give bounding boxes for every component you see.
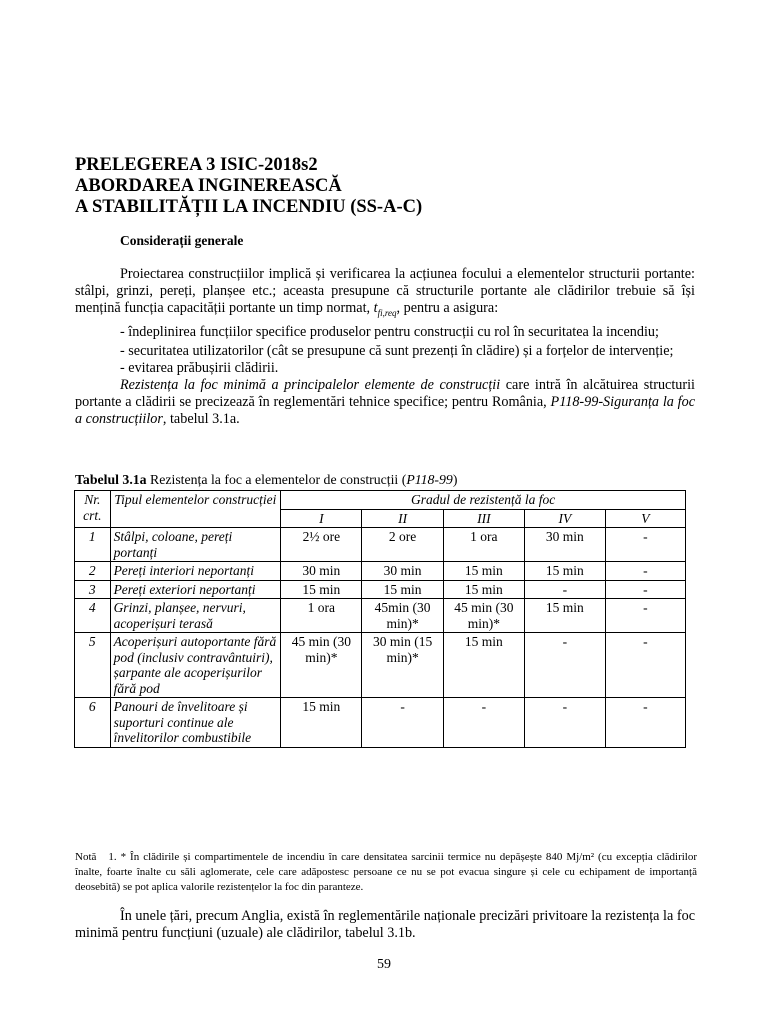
resistance-value-cell: - [605, 580, 685, 599]
resistance-value-cell: - [605, 633, 685, 698]
resistance-value-cell: 1 ora [443, 528, 524, 562]
resistance-value-cell: 15 min [281, 580, 362, 599]
element-type-cell: Pereți exteriori neportanți [110, 580, 281, 599]
symbol-t-fi-req: $t_{fi,req}$ [373, 300, 397, 318]
resistance-value-cell: 2 ore [362, 528, 443, 562]
closing-text [75, 908, 695, 942]
resistance-value-cell: 45 min (30 min)* [443, 599, 524, 633]
resistance-value-cell: 15 min [362, 580, 443, 599]
regulation-reference: P118-99-Siguranța la foc a construcțiilor [75, 393, 696, 427]
table-row [75, 698, 686, 748]
intro-text [75, 266, 695, 428]
resistance-value-cell: 1 ora [281, 599, 362, 633]
resistance-value-cell: 30 min [524, 528, 605, 562]
bullet-3: - evitarea prăbușirii clădirii. [120, 359, 279, 376]
fire-resistance-paragraph: Rezistența la foc minimă a principalelor elemente de construcții care intră în alcătuirea structurii portante a clădirii se precizează în reglementări tehnice specifice; pentru România, P118-99-Siguranța la foc a construcțiilor, tabelul 3.1a. [75, 376, 696, 427]
heading-line-2: ABORDAREA INGINEREASCĂ [75, 176, 342, 196]
grade-header: III [443, 509, 524, 528]
table-row [75, 599, 686, 633]
section-title: Considerații generale [120, 233, 244, 248]
row-number: 4 [75, 599, 111, 633]
resistance-value-cell: 15 min [443, 580, 524, 599]
grade-header: V [605, 509, 685, 528]
page-number: 59 [377, 957, 391, 972]
resistance-value-cell: - [524, 633, 605, 698]
bullet-2: - securitatea utilizatorilor (cât se presupune că sunt prezenți în clădire) și a forțelor de intervenție; [120, 342, 674, 359]
row-number: 3 [75, 580, 111, 599]
fire-resistance-table [74, 490, 686, 748]
resistance-value-cell: 15 min [443, 633, 524, 698]
resistance-value-cell: 15 min [524, 562, 605, 581]
resistance-value-cell: 15 min [443, 562, 524, 581]
table-row [75, 580, 686, 599]
element-type-cell: Stâlpi, coloane, pereți portanți [110, 528, 281, 562]
intro-paragraph: Proiectarea construcțiilor implică și verificarea la acțiunea focului a elementelor structurii portante: stâlpi, grinzi, pereți, planșee etc.; aceasta presupune că structurile portante ale clădirilor trebuie să își mențină funcția capacității portante un timp normat, $t_{fi,req}$, pentru a asigura: [75, 266, 695, 318]
lecture-title: PRELEGEREA 3 ISIC-2018s2 [75, 155, 318, 175]
resistance-value-cell: - [605, 562, 685, 581]
resistance-value-cell: 30 min (15 min)* [362, 633, 443, 698]
resistance-value-cell: 30 min [281, 562, 362, 581]
resistance-value-cell: 30 min [362, 562, 443, 581]
element-type-cell: Pereți interiori neportanți [110, 562, 281, 581]
resistance-value-cell: - [605, 528, 685, 562]
table-row [75, 528, 686, 562]
element-type-cell: Grinzi, planșee, nervuri, acoperișuri terasă [110, 599, 281, 633]
bullet-1: - îndeplinirea funcțiilor specifice produselor pentru construcții cu rol în securitatea la incendiu; [120, 323, 659, 340]
resistance-value-cell: 45 min (30 min)* [281, 633, 362, 698]
header-nr: Nr. crt. [75, 491, 111, 528]
resistance-value-cell: - [524, 698, 605, 748]
heading-line-3: A STABILITĂȚII LA INCENDIU (SS-A-C) [75, 197, 423, 217]
resistance-value-cell: 45min (30 min)* [362, 599, 443, 633]
resistance-value-cell: 15 min [524, 599, 605, 633]
header-fire-grade: Gradul de rezistență la foc [281, 491, 686, 510]
resistance-value-cell: - [605, 698, 685, 748]
grade-header: IV [524, 509, 605, 528]
resistance-value-cell: - [524, 580, 605, 599]
row-number: 2 [75, 562, 111, 581]
table-caption: Tabelul 3.1a Rezistența la foc a elementelor de construcții (P118-99) [75, 472, 458, 487]
table-row [75, 562, 686, 581]
element-type-cell: Panouri de învelitoare și suporturi continue ale învelitorilor combustibile [110, 698, 281, 748]
row-number: 5 [75, 633, 111, 698]
table-note: Notă 1. * În clădirile și compartimentele de incendiu în care densitatea sarcinii termice nu depășește 840 Mj/m² (cu excepția clădirilor înalte, foarte înalte cu săli aglomerate, cele care adăpostesc persoane ce nu se pot evacua singure și cele cu echipament de importanță deosebită) se pot aplica valorile rezistențelor la foc din paranteze. [75, 851, 698, 893]
table-row [75, 633, 686, 698]
resistance-value-cell: - [605, 599, 685, 633]
resistance-value-cell: - [443, 698, 524, 748]
resistance-value-cell: - [362, 698, 443, 748]
resistance-value-cell: 2½ ore [281, 528, 362, 562]
grade-header: II [362, 509, 443, 528]
resistance-value-cell: 15 min [281, 698, 362, 748]
row-number: 1 [75, 528, 111, 562]
closing-paragraph: În unele țări, precum Anglia, există în reglementările naționale precizări privitoare la rezistența la foc minimă pentru funcțiuni (uzuale) ale clădirilor, tabelul 3.1b. [75, 908, 695, 941]
row-number: 6 [75, 698, 111, 748]
grade-header: I [281, 509, 362, 528]
header-element-type: Tipul elementelor construcției [110, 491, 281, 528]
element-type-cell: Acoperișuri autoportante fără pod (inclusiv contravântuiri), șarpante ale acoperișurilor fără pod [110, 633, 281, 698]
